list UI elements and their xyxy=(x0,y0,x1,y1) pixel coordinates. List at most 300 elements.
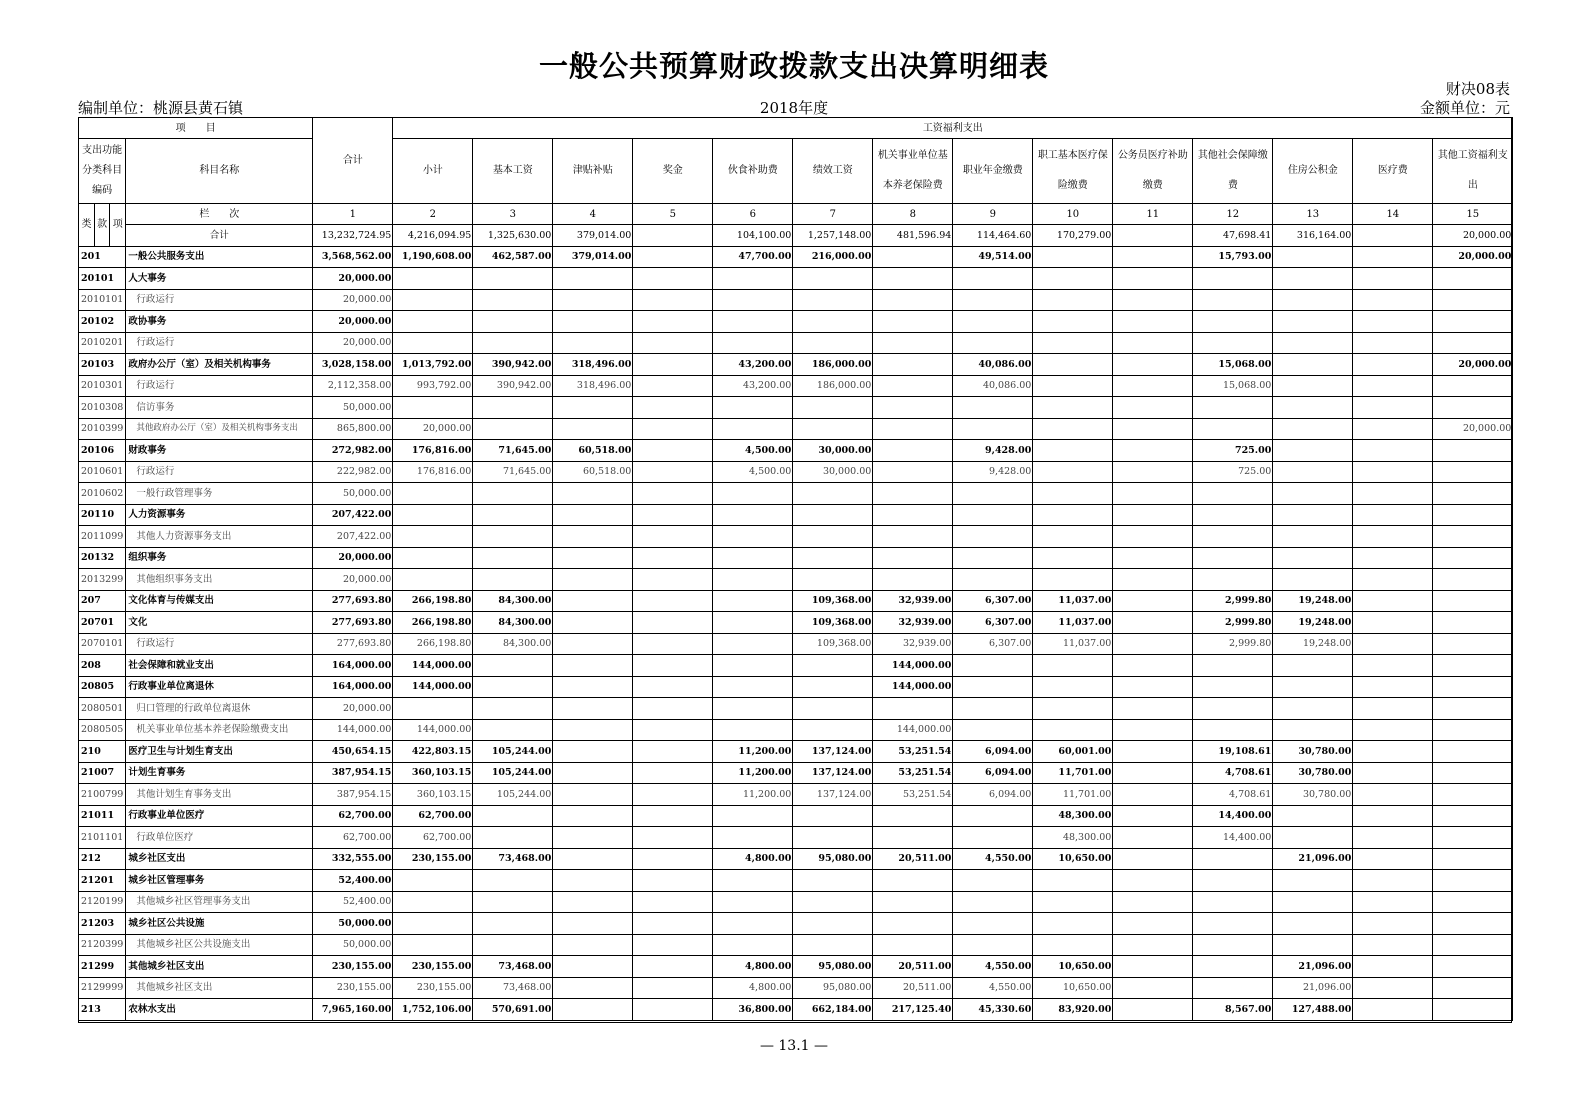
row-value-cell xyxy=(1353,418,1433,440)
row-value-cell: 207,422.00 xyxy=(313,504,393,526)
row-value-cell: 387,954.15 xyxy=(313,784,393,806)
header-wage-group: 工资福利支出 xyxy=(393,118,1513,139)
row-value-cell: 2,112,358.00 xyxy=(313,375,393,397)
table-row xyxy=(79,741,1513,763)
row-subject-name: 其他城乡社区管理事务支出 xyxy=(126,891,313,913)
row-value-cell xyxy=(713,698,793,720)
row-value-cell xyxy=(1273,311,1353,333)
row-value-cell xyxy=(393,483,473,505)
table-row xyxy=(79,999,1513,1021)
row-value-cell xyxy=(873,354,953,376)
row-value-cell xyxy=(473,547,553,569)
row-value-cell xyxy=(473,805,553,827)
row-value-cell: 62,700.00 xyxy=(393,805,473,827)
row-value-cell xyxy=(1433,483,1513,505)
row-code: 20805 xyxy=(79,676,126,698)
row-value-cell xyxy=(1113,612,1193,634)
row-value-cell xyxy=(1113,891,1193,913)
row-value-cell xyxy=(713,676,793,698)
row-code: 2010101 xyxy=(79,289,126,311)
row-value-cell xyxy=(1113,655,1193,677)
row-value-cell: 32,939.00 xyxy=(873,612,953,634)
row-subject-name: 其他政府办公厅（室）及相关机构事务支出 xyxy=(126,418,313,440)
row-value-cell xyxy=(633,655,713,677)
row-value-cell xyxy=(1033,397,1113,419)
row-value-cell: 109,368.00 xyxy=(793,612,873,634)
row-value-cell xyxy=(553,268,633,290)
row-value-cell xyxy=(553,569,633,591)
row-value-cell xyxy=(1273,891,1353,913)
row-value-cell xyxy=(1113,354,1193,376)
row-value-cell xyxy=(1353,332,1433,354)
row-value-cell: 266,198.80 xyxy=(393,633,473,655)
row-value-cell: 207,422.00 xyxy=(313,526,393,548)
row-value-cell xyxy=(1353,870,1433,892)
row-subject-name: 其他城乡社区支出 xyxy=(126,977,313,999)
row-value-cell xyxy=(553,719,633,741)
total-cell: 13,232,724.95 xyxy=(313,225,393,247)
row-value-cell: 4,550.00 xyxy=(953,977,1033,999)
row-value-cell xyxy=(553,805,633,827)
row-value-cell xyxy=(1353,891,1433,913)
col-number: 7 xyxy=(793,204,873,225)
row-value-cell xyxy=(1193,289,1273,311)
row-value-cell: 144,000.00 xyxy=(313,719,393,741)
header-col-basic-wage: 基本工资 xyxy=(473,139,553,204)
row-value-cell: 2,999.80 xyxy=(1193,590,1273,612)
row-value-cell xyxy=(633,698,713,720)
row-value-cell xyxy=(1033,719,1113,741)
row-code: 20101 xyxy=(79,268,126,290)
row-code: 2100799 xyxy=(79,784,126,806)
col-number: 10 xyxy=(1033,204,1113,225)
row-value-cell: 10,650.00 xyxy=(1033,848,1113,870)
table-row xyxy=(79,762,1513,784)
row-value-cell xyxy=(1273,805,1353,827)
row-value-cell xyxy=(553,289,633,311)
row-value-cell: 144,000.00 xyxy=(873,676,953,698)
row-value-cell xyxy=(553,397,633,419)
row-value-cell xyxy=(1433,870,1513,892)
row-value-cell xyxy=(553,332,633,354)
row-value-cell xyxy=(473,504,553,526)
row-value-cell xyxy=(393,547,473,569)
row-value-cell: 73,468.00 xyxy=(473,848,553,870)
header-col-meal: 伙食补助费 xyxy=(713,139,793,204)
row-value-cell xyxy=(713,870,793,892)
row-value-cell: 230,155.00 xyxy=(313,956,393,978)
row-value-cell xyxy=(1353,934,1433,956)
row-value-cell: 230,155.00 xyxy=(393,977,473,999)
row-subject-name: 政府办公厅（室）及相关机构事务 xyxy=(126,354,313,376)
row-value-cell: 4,708.61 xyxy=(1193,784,1273,806)
row-value-cell xyxy=(713,268,793,290)
row-value-cell xyxy=(713,483,793,505)
total-cell: 47,698.41 xyxy=(1193,225,1273,247)
row-value-cell: 662,184.00 xyxy=(793,999,873,1021)
row-value-cell: 390,942.00 xyxy=(473,354,553,376)
col-number: 1 xyxy=(313,204,393,225)
row-value-cell: 11,037.00 xyxy=(1033,590,1113,612)
row-subject-name: 其他人力资源事务支出 xyxy=(126,526,313,548)
col-number: 4 xyxy=(553,204,633,225)
row-value-cell: 32,939.00 xyxy=(873,590,953,612)
row-code: 21007 xyxy=(79,762,126,784)
row-value-cell xyxy=(713,655,793,677)
row-code: 2013299 xyxy=(79,569,126,591)
row-value-cell: 83,920.00 xyxy=(1033,999,1113,1021)
row-value-cell: 19,108.61 xyxy=(1193,741,1273,763)
row-value-cell xyxy=(473,655,553,677)
row-value-cell xyxy=(1353,375,1433,397)
row-value-cell xyxy=(713,547,793,569)
row-value-cell xyxy=(473,332,553,354)
row-value-cell xyxy=(1113,246,1193,268)
row-value-cell: 9,428.00 xyxy=(953,461,1033,483)
header-row-3 xyxy=(79,204,1513,225)
row-subject-name: 行政运行 xyxy=(126,332,313,354)
row-code: 201 xyxy=(79,246,126,268)
row-value-cell xyxy=(713,526,793,548)
row-value-cell xyxy=(953,526,1033,548)
row-value-cell xyxy=(1433,827,1513,849)
row-code: 21203 xyxy=(79,913,126,935)
row-value-cell xyxy=(953,827,1033,849)
table-total-row xyxy=(79,225,1513,247)
row-value-cell: 7,965,160.00 xyxy=(313,999,393,1021)
row-value-cell xyxy=(1113,397,1193,419)
row-value-cell xyxy=(633,999,713,1021)
row-value-cell xyxy=(1113,547,1193,569)
table-row xyxy=(79,633,1513,655)
row-value-cell: 186,000.00 xyxy=(793,375,873,397)
row-value-cell xyxy=(1113,332,1193,354)
total-cell: 481,596.94 xyxy=(873,225,953,247)
row-value-cell xyxy=(633,246,713,268)
header-lei: 类 xyxy=(79,204,95,247)
row-code: 20110 xyxy=(79,504,126,526)
row-value-cell: 52,400.00 xyxy=(313,891,393,913)
row-value-cell: 176,816.00 xyxy=(393,461,473,483)
header-lanci: 栏 次 xyxy=(126,204,313,225)
row-value-cell: 6,094.00 xyxy=(953,762,1033,784)
row-value-cell xyxy=(1033,655,1113,677)
col-number: 3 xyxy=(473,204,553,225)
row-subject-name: 其他城乡社区支出 xyxy=(126,956,313,978)
row-value-cell xyxy=(1113,784,1193,806)
row-value-cell xyxy=(1033,569,1113,591)
row-value-cell: 4,500.00 xyxy=(713,440,793,462)
row-value-cell xyxy=(1273,483,1353,505)
header-subject-name: 科目名称 xyxy=(126,139,313,204)
row-value-cell xyxy=(1273,397,1353,419)
row-value-cell: 109,368.00 xyxy=(793,633,873,655)
row-value-cell xyxy=(953,504,1033,526)
row-value-cell: 105,244.00 xyxy=(473,784,553,806)
row-value-cell xyxy=(1193,676,1273,698)
row-subject-name: 行政运行 xyxy=(126,461,313,483)
row-value-cell xyxy=(1353,268,1433,290)
table-row xyxy=(79,827,1513,849)
header-row-1 xyxy=(79,118,1513,139)
row-value-cell xyxy=(953,934,1033,956)
row-value-cell: 105,244.00 xyxy=(473,762,553,784)
row-subject-name: 城乡社区支出 xyxy=(126,848,313,870)
header-col-civil-medical: 公务员医疗补助缴费 xyxy=(1113,139,1193,204)
row-value-cell xyxy=(1433,569,1513,591)
row-value-cell xyxy=(1193,504,1273,526)
row-value-cell: 40,086.00 xyxy=(953,354,1033,376)
row-value-cell xyxy=(793,332,873,354)
row-value-cell xyxy=(793,418,873,440)
row-value-cell xyxy=(1353,504,1433,526)
row-value-cell xyxy=(1433,612,1513,634)
expenditure-table xyxy=(78,117,1513,1021)
row-value-cell: 105,244.00 xyxy=(473,741,553,763)
row-value-cell: 14,400.00 xyxy=(1193,827,1273,849)
row-value-cell: 230,155.00 xyxy=(313,977,393,999)
row-value-cell xyxy=(1113,461,1193,483)
header-row-2 xyxy=(79,139,1513,204)
row-value-cell: 95,080.00 xyxy=(793,956,873,978)
row-value-cell xyxy=(873,891,953,913)
header-col-bonus: 奖金 xyxy=(633,139,713,204)
row-value-cell xyxy=(713,504,793,526)
row-value-cell: 2,999.80 xyxy=(1193,633,1273,655)
row-value-cell: 11,200.00 xyxy=(713,762,793,784)
row-value-cell xyxy=(1273,655,1353,677)
row-value-cell xyxy=(1193,418,1273,440)
table-row xyxy=(79,440,1513,462)
row-value-cell xyxy=(553,848,633,870)
row-subject-name: 机关事业单位基本养老保险缴费支出 xyxy=(126,719,313,741)
row-value-cell: 1,013,792.00 xyxy=(393,354,473,376)
row-value-cell xyxy=(393,332,473,354)
row-value-cell xyxy=(1353,590,1433,612)
row-value-cell xyxy=(1433,633,1513,655)
row-value-cell: 266,198.80 xyxy=(393,612,473,634)
table-row xyxy=(79,461,1513,483)
row-value-cell xyxy=(1273,418,1353,440)
row-value-cell: 73,468.00 xyxy=(473,977,553,999)
row-value-cell: 84,300.00 xyxy=(473,633,553,655)
row-value-cell: 230,155.00 xyxy=(393,956,473,978)
row-value-cell xyxy=(1273,569,1353,591)
row-value-cell: 20,000.00 xyxy=(313,547,393,569)
header-col-medical-insurance: 职工基本医疗保险缴费 xyxy=(1033,139,1113,204)
row-value-cell: 387,954.15 xyxy=(313,762,393,784)
row-value-cell: 20,000.00 xyxy=(313,268,393,290)
row-value-cell xyxy=(1113,375,1193,397)
row-value-cell xyxy=(793,483,873,505)
row-value-cell: 20,000.00 xyxy=(313,311,393,333)
table-row xyxy=(79,612,1513,634)
table-row xyxy=(79,569,1513,591)
row-value-cell xyxy=(713,590,793,612)
row-value-cell xyxy=(953,719,1033,741)
row-value-cell xyxy=(393,698,473,720)
row-value-cell: 11,701.00 xyxy=(1033,762,1113,784)
table-row xyxy=(79,354,1513,376)
table-row xyxy=(79,332,1513,354)
row-value-cell xyxy=(553,655,633,677)
row-value-cell: 62,700.00 xyxy=(313,827,393,849)
table-row xyxy=(79,590,1513,612)
row-value-cell: 144,000.00 xyxy=(393,655,473,677)
row-value-cell xyxy=(793,891,873,913)
row-value-cell xyxy=(1273,504,1353,526)
total-cell xyxy=(633,225,713,247)
row-value-cell xyxy=(1193,870,1273,892)
row-value-cell xyxy=(1193,483,1273,505)
row-value-cell xyxy=(1433,268,1513,290)
row-value-cell xyxy=(793,311,873,333)
row-value-cell xyxy=(713,913,793,935)
row-subject-name: 一般公共服务支出 xyxy=(126,246,313,268)
row-value-cell xyxy=(1353,569,1433,591)
row-value-cell xyxy=(1033,934,1113,956)
header-col-medical-fee: 医疗费 xyxy=(1353,139,1433,204)
row-value-cell xyxy=(1193,569,1273,591)
row-value-cell: 277,693.80 xyxy=(313,612,393,634)
row-code: 20701 xyxy=(79,612,126,634)
row-value-cell xyxy=(1273,698,1353,720)
row-value-cell xyxy=(1433,784,1513,806)
row-subject-name: 人力资源事务 xyxy=(126,504,313,526)
row-value-cell xyxy=(1113,289,1193,311)
row-value-cell xyxy=(1113,569,1193,591)
row-value-cell: 6,307.00 xyxy=(953,633,1033,655)
row-value-cell: 144,000.00 xyxy=(873,655,953,677)
row-value-cell: 30,780.00 xyxy=(1273,762,1353,784)
row-value-cell xyxy=(393,569,473,591)
row-value-cell xyxy=(713,891,793,913)
row-value-cell xyxy=(953,870,1033,892)
row-value-cell xyxy=(1273,913,1353,935)
row-value-cell xyxy=(393,934,473,956)
row-value-cell: 95,080.00 xyxy=(793,848,873,870)
table-row xyxy=(79,698,1513,720)
row-value-cell xyxy=(473,870,553,892)
row-subject-name: 行政运行 xyxy=(126,375,313,397)
row-value-cell xyxy=(633,440,713,462)
row-value-cell: 222,982.00 xyxy=(313,461,393,483)
row-value-cell: 53,251.54 xyxy=(873,741,953,763)
row-value-cell: 53,251.54 xyxy=(873,762,953,784)
row-value-cell xyxy=(1353,547,1433,569)
row-value-cell xyxy=(1113,934,1193,956)
row-value-cell xyxy=(473,311,553,333)
row-value-cell xyxy=(1353,483,1433,505)
row-value-cell: 3,028,158.00 xyxy=(313,354,393,376)
row-value-cell xyxy=(393,268,473,290)
row-value-cell xyxy=(1433,698,1513,720)
row-value-cell: 266,198.80 xyxy=(393,590,473,612)
row-value-cell xyxy=(1113,977,1193,999)
row-value-cell xyxy=(953,418,1033,440)
row-value-cell xyxy=(1433,848,1513,870)
row-value-cell: 144,000.00 xyxy=(393,676,473,698)
row-value-cell xyxy=(553,526,633,548)
table-row xyxy=(79,655,1513,677)
row-value-cell xyxy=(1033,870,1113,892)
row-value-cell xyxy=(553,547,633,569)
row-value-cell xyxy=(1113,999,1193,1021)
row-subject-name: 城乡社区管理事务 xyxy=(126,870,313,892)
table-row xyxy=(79,784,1513,806)
row-subject-name: 信访事务 xyxy=(126,397,313,419)
row-value-cell xyxy=(633,504,713,526)
row-value-cell: 390,942.00 xyxy=(473,375,553,397)
row-value-cell xyxy=(553,483,633,505)
row-value-cell: 50,000.00 xyxy=(313,934,393,956)
row-code: 2010602 xyxy=(79,483,126,505)
row-value-cell xyxy=(633,332,713,354)
row-code: 21299 xyxy=(79,956,126,978)
row-value-cell xyxy=(1433,504,1513,526)
row-value-cell: 14,400.00 xyxy=(1193,805,1273,827)
row-value-cell xyxy=(793,719,873,741)
row-value-cell xyxy=(633,848,713,870)
row-value-cell xyxy=(553,504,633,526)
row-value-cell xyxy=(793,676,873,698)
row-value-cell xyxy=(633,569,713,591)
row-value-cell: 137,124.00 xyxy=(793,741,873,763)
row-value-cell xyxy=(633,977,713,999)
row-value-cell: 32,939.00 xyxy=(873,633,953,655)
row-value-cell: 3,568,562.00 xyxy=(313,246,393,268)
row-value-cell xyxy=(553,762,633,784)
row-value-cell xyxy=(1433,741,1513,763)
row-value-cell xyxy=(1113,311,1193,333)
row-value-cell xyxy=(953,289,1033,311)
row-value-cell: 11,701.00 xyxy=(1033,784,1113,806)
row-value-cell xyxy=(1193,848,1273,870)
table-row xyxy=(79,676,1513,698)
row-value-cell xyxy=(1433,977,1513,999)
row-value-cell xyxy=(873,246,953,268)
row-code: 20132 xyxy=(79,547,126,569)
row-value-cell xyxy=(793,698,873,720)
page-title: 一般公共预算财政拨款支出决算明细表 xyxy=(538,49,1049,83)
row-code: 2080505 xyxy=(79,719,126,741)
row-value-cell xyxy=(1433,375,1513,397)
row-value-cell: 10,650.00 xyxy=(1033,956,1113,978)
table-row xyxy=(79,848,1513,870)
row-code: 2011099 xyxy=(79,526,126,548)
row-value-cell xyxy=(953,805,1033,827)
row-code: 2129999 xyxy=(79,977,126,999)
row-value-cell: 8,567.00 xyxy=(1193,999,1273,1021)
row-value-cell xyxy=(713,289,793,311)
total-cell xyxy=(1353,225,1433,247)
row-value-cell xyxy=(873,268,953,290)
row-value-cell: 40,086.00 xyxy=(953,375,1033,397)
row-value-cell xyxy=(473,289,553,311)
row-code: 208 xyxy=(79,655,126,677)
row-value-cell xyxy=(713,934,793,956)
col-number: 8 xyxy=(873,204,953,225)
row-value-cell xyxy=(1033,268,1113,290)
row-value-cell xyxy=(633,547,713,569)
row-value-cell xyxy=(633,268,713,290)
row-value-cell: 318,496.00 xyxy=(553,375,633,397)
row-value-cell xyxy=(1033,246,1113,268)
total-cell: 1,257,148.00 xyxy=(793,225,873,247)
row-value-cell xyxy=(1433,461,1513,483)
col-number: 12 xyxy=(1193,204,1273,225)
table-row xyxy=(79,289,1513,311)
